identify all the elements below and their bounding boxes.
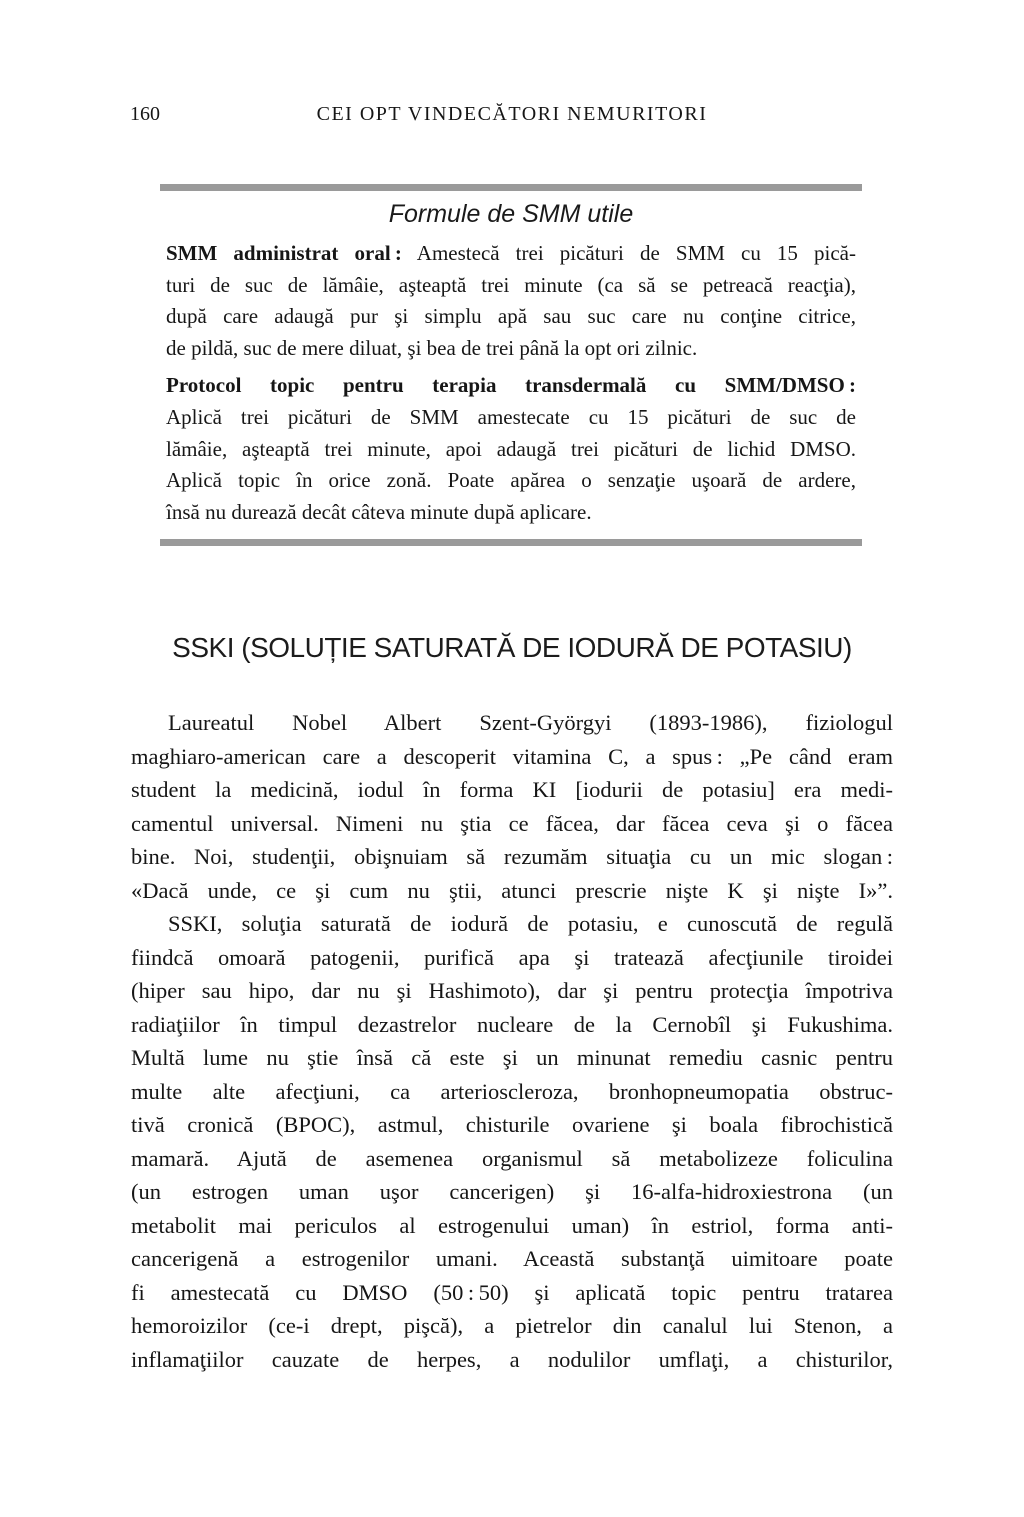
text-line: Laureatul Nobel Albert Szent-Györgyi (1893-1986), fiziologul xyxy=(168,710,893,735)
text-line: mamară. Ajută de asemenea organismul să metabolizeze foliculina xyxy=(131,1145,893,1171)
text-line: SSKI, soluţia saturată de iodură de potasiu, e cunoscută de regulă xyxy=(168,911,893,936)
text-line: maghiaro-american care a descoperit vitamina C, a spus : „Pe când eram xyxy=(131,743,893,769)
paragraph xyxy=(166,238,856,364)
text-line: fiindcă omoară patogenii, purifică apa şi tratează afecţiunile tiroidei xyxy=(131,944,893,970)
text-line: Aplică topic în orice zonă. Poate apărea o senzaţie uşoară de ardere, xyxy=(166,468,856,493)
formula-box-paragraphs xyxy=(160,238,862,528)
text-line: inflamaţiilor cauzate de herpes, a nodulilor umflaţi, a chisturilor, xyxy=(131,1346,893,1372)
text-line: de pildă, suc de mere diluat, şi bea de trei până la opt ori zilnic. xyxy=(166,335,698,360)
text-line: bine. Noi, studenţii, obişnuiam să rezumăm situaţia cu un mic slogan : xyxy=(131,844,893,869)
text-line: Aplică trei picături de SMM amestecate cu 15 picături de suc de xyxy=(166,404,856,429)
text-line: tivă cronică (BPOC), astmul, chisturile ovariene şi boala fibrochistică xyxy=(131,1112,893,1137)
text-line: metabolit mai periculos al estrogenului uman) în estriol, forma anti- xyxy=(131,1212,893,1238)
text-line: însă nu durează decât câteva minute după aplicare. xyxy=(166,499,592,524)
text-line: «Dacă unde, ce şi cum nu ştii, atunci prescrie nişte K şi nişte I»”. xyxy=(131,877,893,903)
text-line: multe alte afecţiuni, ca arterioscleroza, bronhopneumopatia obstruc- xyxy=(131,1078,893,1104)
text-line: lămâie, aşteaptă trei minute, apoi adaugă trei picături de lichid DMSO. xyxy=(166,436,856,461)
text-line: hemoroizilor (ce-i drept, pişcă), a pietrelor din canalul lui Stenon, a xyxy=(131,1313,893,1338)
formula-box xyxy=(160,184,862,546)
text-line: turi de suc de lămâie, aşteaptă trei minute (ca să se petreacă reacţia), xyxy=(166,272,856,297)
body-text xyxy=(131,706,893,1376)
page-number: 160 xyxy=(130,103,160,125)
text-line: Protocol topic pentru terapia transdermală cu SMM/DMSO : xyxy=(166,373,856,398)
text-line: (un estrogen uman uşor cancerigen) şi 16-alfa-hidroxiestrona (un xyxy=(131,1179,893,1204)
paragraph xyxy=(131,706,893,907)
text-line: camentul universal. Nimeni nu ştia ce făcea, dar făcea ceva şi o făcea xyxy=(131,810,893,836)
text-line: Multă lume nu ştie însă că este şi un minunat remediu casnic pentru xyxy=(131,1045,893,1070)
text-line: (hiper sau hipo, dar nu şi Hashimoto), dar şi pentru protecţia împotriva xyxy=(131,978,893,1003)
section-heading: SSKI (SOLUȚIE SATURATĂ DE IODURĂ DE POTASIU) xyxy=(172,632,852,663)
text-line: radiaţiilor în timpul dezastrelor nucleare de la Cernobîl şi Fukushima. xyxy=(131,1011,893,1037)
text-line: SMM administrat oral : Amestecă trei picături de SMM cu 15 pică- xyxy=(166,241,856,265)
text-line: după care adaugă pur şi simplu apă sau suc care nu conţine citrice, xyxy=(166,304,856,329)
box-bottom-rule xyxy=(160,539,862,546)
paragraph xyxy=(166,370,856,528)
text-line: student la medicină, iodul în forma KI [iodurii de potasiu] era medi- xyxy=(131,777,893,802)
text-line: cancerigenă a estrogenilor umani. Această substanţă uimitoare poate xyxy=(131,1246,893,1271)
box-top-rule xyxy=(160,184,862,191)
paragraph xyxy=(131,907,893,1376)
formula-box-title: Formule de SMM utile xyxy=(388,200,634,228)
running-header: CEI OPT VINDECĂTORI NEMURITORI xyxy=(316,103,708,125)
text-line: fi amestecată cu DMSO (50 : 50) şi aplicată topic pentru tratarea xyxy=(131,1279,893,1305)
